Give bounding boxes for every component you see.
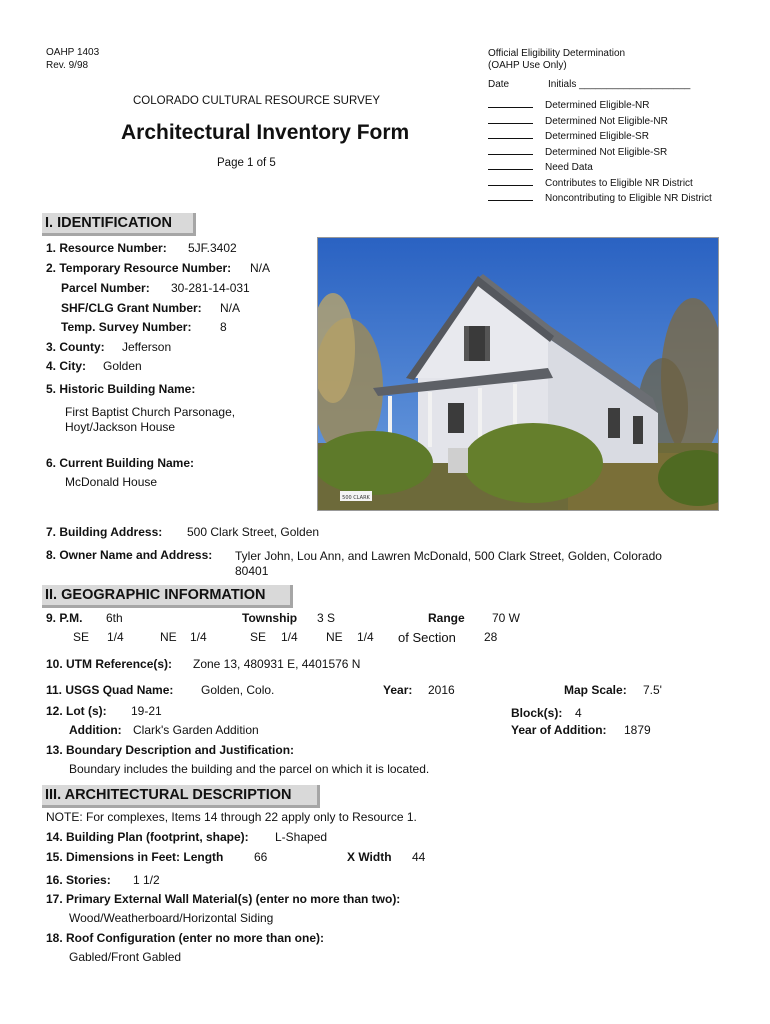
township-value: 3 S	[317, 611, 336, 625]
quarter-1-frac: 1/4	[107, 630, 124, 644]
city-value: Golden	[103, 359, 142, 373]
addition-label: Addition:	[69, 723, 122, 737]
pm-label: 9. P.M.	[46, 611, 83, 625]
eligibility-blank[interactable]	[488, 129, 533, 139]
historic-name-line1: First Baptist Church Parsonage,	[65, 405, 236, 419]
stories-label: 16. Stories:	[46, 873, 111, 887]
resource-number-value: 5JF.3402	[188, 241, 237, 255]
roof-value: Gabled/Front Gabled	[69, 950, 182, 964]
resource-number-label: 1. Resource Number:	[46, 241, 167, 255]
quarter-2-dir: NE	[160, 630, 177, 644]
temp-number-label: 2. Temporary Resource Number:	[46, 261, 232, 275]
owner-line2: 80401	[235, 564, 269, 578]
year-addition-value: 1879	[624, 723, 651, 737]
eligibility-blank[interactable]	[488, 98, 533, 108]
eligibility-option: Need Data	[545, 162, 593, 173]
page-indicator: Page 1 of 5	[217, 157, 276, 169]
eligibility-option: Determined Not Eligible-SR	[545, 147, 668, 158]
eligibility-blank[interactable]	[488, 114, 533, 124]
eligibility-blank[interactable]	[488, 176, 533, 186]
city-label: 4. City:	[46, 359, 87, 373]
range-label: Range	[428, 611, 465, 625]
blocks-value: 4	[575, 706, 582, 720]
official-subtitle: (OAHP Use Only)	[488, 60, 567, 71]
form-revision: Rev. 9/98	[46, 60, 89, 71]
grant-label: SHF/CLG Grant Number:	[61, 301, 202, 315]
boundary-value: Boundary includes the building and the parcel on which it is located.	[69, 762, 430, 776]
year-label: Year:	[383, 683, 413, 697]
architectural-note: NOTE: For complexes, Items 14 through 22 apply only to Resource 1.	[46, 810, 417, 824]
form-title: Architectural Inventory Form	[121, 121, 410, 144]
quad-label: 11. USGS Quad Name:	[46, 683, 174, 697]
official-date-label: Date	[488, 79, 510, 90]
length-value: 66	[254, 850, 268, 864]
eligibility-option: Determined Eligible-SR	[545, 131, 649, 142]
scale-value: 7.5'	[643, 683, 662, 697]
range-value: 70 W	[492, 611, 521, 625]
quarter-4-frac: 1/4	[357, 630, 374, 644]
width-label: X Width	[347, 850, 392, 864]
county-label: 3. County:	[46, 340, 105, 354]
eligibility-row	[488, 114, 668, 127]
house-photo	[317, 237, 719, 511]
section-architectural-heading: III. ARCHITECTURAL DESCRIPTION	[42, 785, 320, 808]
blocks-label: Block(s):	[511, 706, 563, 720]
eligibility-row	[488, 191, 712, 204]
eligibility-row	[488, 98, 649, 111]
quad-value: Golden, Colo.	[201, 683, 275, 697]
roof-label: 18. Roof Configuration (enter no more than one):	[46, 931, 324, 945]
official-title: Official Eligibility Determination	[488, 48, 626, 59]
stories-value: 1 1/2	[133, 873, 160, 887]
eligibility-row	[488, 129, 649, 142]
owner-label: 8. Owner Name and Address:	[46, 548, 213, 562]
current-name-label: 6. Current Building Name:	[46, 456, 195, 470]
eligibility-row	[488, 176, 693, 189]
year-value: 2016	[428, 683, 455, 697]
section-identification-heading: I. IDENTIFICATION	[42, 213, 196, 236]
scale-label: Map Scale:	[564, 683, 627, 697]
temp-number-value: N/A	[250, 261, 271, 275]
width-value: 44	[412, 850, 426, 864]
county-value: Jefferson	[122, 340, 172, 354]
historic-name-label: 5. Historic Building Name:	[46, 382, 196, 396]
section-value: 28	[484, 630, 498, 644]
eligibility-blank[interactable]	[488, 145, 533, 155]
historic-name-line2: Hoyt/Jackson House	[65, 420, 176, 434]
wall-material-label: 17. Primary External Wall Material(s) (enter no more than two):	[46, 892, 401, 906]
grant-value: N/A	[220, 301, 241, 315]
eligibility-row	[488, 160, 593, 173]
plan-value: L-Shaped	[275, 830, 328, 844]
section-geographic-heading: II. GEOGRAPHIC INFORMATION	[42, 585, 293, 608]
quarter-2-frac: 1/4	[190, 630, 207, 644]
address-label: 7. Building Address:	[46, 525, 163, 539]
quarter-3-dir: SE	[250, 630, 267, 644]
section-label: of Section	[398, 630, 456, 645]
eligibility-blank[interactable]	[488, 191, 533, 201]
quarter-3-frac: 1/4	[281, 630, 298, 644]
temp-survey-value: 8	[220, 320, 227, 334]
form-code: OAHP 1403	[46, 47, 100, 58]
official-initials-label: Initials ____________________	[548, 79, 691, 90]
township-label: Township	[242, 611, 298, 625]
lots-value: 19-21	[131, 704, 162, 718]
current-name-value: McDonald House	[65, 475, 158, 489]
eligibility-option: Determined Eligible-NR	[545, 100, 650, 111]
utm-value: Zone 13, 480931 E, 4401576 N	[193, 657, 361, 671]
eligibility-option: Contributes to Eligible NR District	[545, 178, 693, 189]
temp-survey-label: Temp. Survey Number:	[61, 320, 192, 334]
owner-line1: Tyler John, Lou Ann, and Lawren McDonald, 500 Clark Street, Golden, Colorado	[235, 549, 662, 563]
photo-sign-text: 500 CLARK	[342, 495, 370, 501]
dimensions-label: 15. Dimensions in Feet: Length	[46, 850, 224, 864]
boundary-label: 13. Boundary Description and Justification:	[46, 743, 295, 757]
survey-name: COLORADO CULTURAL RESOURCE SURVEY	[133, 95, 381, 107]
parcel-value: 30-281-14-031	[171, 281, 250, 295]
addition-value: Clark's Garden Addition	[133, 723, 259, 737]
lots-label: 12. Lot (s):	[46, 704, 107, 718]
eligibility-row	[488, 145, 667, 158]
eligibility-blank[interactable]	[488, 160, 533, 170]
year-addition-label: Year of Addition:	[511, 723, 607, 737]
quarter-1-dir: SE	[73, 630, 90, 644]
parcel-label: Parcel Number:	[61, 281, 150, 295]
plan-label: 14. Building Plan (footprint, shape):	[46, 830, 249, 844]
utm-label: 10. UTM Reference(s):	[46, 657, 173, 671]
eligibility-option: Noncontributing to Eligible NR District	[545, 193, 712, 204]
eligibility-option: Determined Not Eligible-NR	[545, 116, 668, 127]
quarter-4-dir: NE	[326, 630, 343, 644]
wall-material-value: Wood/Weatherboard/Horizontal Siding	[69, 911, 274, 925]
address-value: 500 Clark Street, Golden	[187, 525, 320, 539]
pm-value: 6th	[106, 611, 123, 625]
